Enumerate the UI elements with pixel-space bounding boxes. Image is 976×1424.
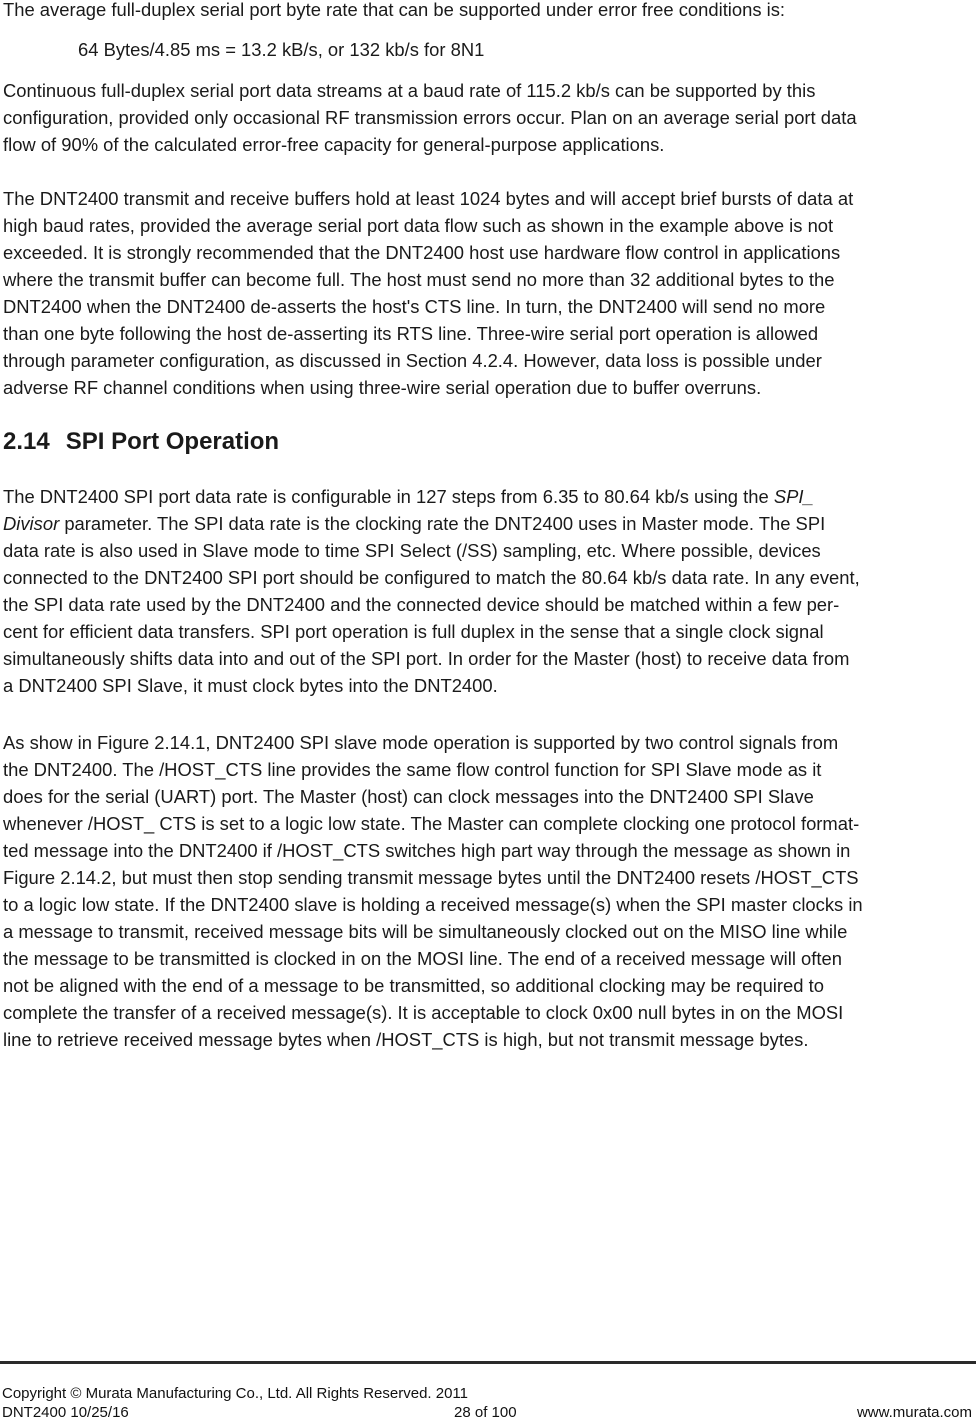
- text-line: [3, 483, 971, 510]
- rate-equation: 64 Bytes/4.85 ms = 13.2 kB/s, or 132 kb/s for 8N1: [78, 39, 485, 60]
- text-line: whenever /HOST_ CTS is set to a logic low state. The Master can complete clocking one protocol format-: [3, 813, 860, 834]
- text-line: configuration, provided only occasional RF transmission errors occur. Plan on an average serial port data: [3, 107, 857, 128]
- text-line: a message to transmit, received message bits will be simultaneously clocked out on the MISO line while: [3, 921, 848, 942]
- text-line: The DNT2400 transmit and receive buffers hold at least 1024 bytes and will accept brief bursts of data at: [3, 188, 854, 209]
- text-line: complete the transfer of a received message(s). It is acceptable to clock 0x00 null bytes in on the MOSI: [3, 1002, 844, 1023]
- text-line: high baud rates, provided the average serial port data flow such as shown in the example above is not: [3, 215, 834, 236]
- parameter-name: SPI_: [773, 486, 814, 507]
- text-line: [3, 510, 971, 537]
- section-heading: [3, 426, 279, 458]
- text-line: data rate is also used in Slave mode to time SPI Select (/SS) sampling, etc. Where possible, devices: [3, 540, 821, 561]
- text-line: does for the serial (UART) port. The Master (host) can clock messages into the DNT2400 SPI Slave: [3, 786, 814, 807]
- text-line: through parameter configuration, as discussed in Section 4.2.4. However, data loss is possible under: [3, 350, 822, 371]
- text-line: to a logic low state. If the DNT2400 slave is holding a received message(s) when the SPI master clocks in: [3, 894, 863, 915]
- footer-divider: [0, 1361, 976, 1364]
- footer-doc-id: DNT2400 10/25/16: [2, 1404, 129, 1421]
- text-line: flow of 90% of the calculated error-free capacity for general-purpose applications.: [3, 134, 665, 155]
- footer-website: www.murata.com: [856, 1404, 972, 1421]
- intro-paragraph: [3, 0, 971, 23]
- section-number: 2.14: [3, 428, 50, 455]
- paragraph-spi-rate: [3, 483, 971, 699]
- text-line: a DNT2400 SPI Slave, it must clock bytes into the DNT2400.: [3, 675, 498, 696]
- text-line: The average full-duplex serial port byte rate that can be supported under error free conditions is:: [3, 0, 786, 20]
- text-line: the message to be transmitted is clocked in on the MOSI line. The end of a received message will often: [3, 948, 842, 969]
- text-line: the SPI data rate used by the DNT2400 and the connected device should be matched within a few per-: [3, 594, 840, 615]
- text-line: Figure 2.14.2, but must then stop sending transmit message bytes until the DNT2400 resets /HOST_CTS: [3, 867, 859, 888]
- text-line: line to retrieve received message bytes when /HOST_CTS is high, but not transmit message bytes.: [3, 1029, 809, 1050]
- footer-page-number: 28 of 100: [454, 1404, 517, 1421]
- paragraph-throughput: [3, 77, 971, 158]
- parameter-name: Divisor: [3, 513, 60, 534]
- text-segment: The DNT2400 SPI port data rate is configurable in 127 steps from 6.35 to 80.64 kb/s using the: [3, 486, 774, 507]
- paragraph-spi-slave: [3, 729, 971, 1053]
- text-line: where the transmit buffer can become full. The host must send no more than 32 additional bytes to the: [3, 269, 835, 290]
- text-line: not be aligned with the end of a message to be transmitted, so additional clocking may be required to: [3, 975, 824, 996]
- text-line: DNT2400 when the DNT2400 de-asserts the host's CTS line. In turn, the DNT2400 will send no more: [3, 296, 826, 317]
- paragraph-buffers: [3, 185, 971, 401]
- text-line: As show in Figure 2.14.1, DNT2400 SPI slave mode operation is supported by two control signals from: [3, 732, 839, 753]
- text-line: adverse RF channel conditions when using three-wire serial operation due to buffer overruns.: [3, 377, 762, 398]
- text-line: exceeded. It is strongly recommended that the DNT2400 host use hardware flow control in applications: [3, 242, 841, 263]
- text-line: cent for efficient data transfers. SPI port operation is full duplex in the sense that a single clock signal: [3, 621, 824, 642]
- text-line: connected to the DNT2400 SPI port should be configured to match the 80.64 kb/s data rate. In any event,: [3, 567, 860, 588]
- section-title: SPI Port Operation: [65, 428, 280, 455]
- text-segment: parameter. The SPI data rate is the clocking rate the DNT2400 uses in Master mode. The SPI: [59, 513, 826, 534]
- text-line: than one byte following the host de-asserting its RTS line. Three-wire serial port operation is allowed: [3, 323, 819, 344]
- text-line: the DNT2400. The /HOST_CTS line provides the same flow control function for SPI Slave mode as it: [3, 759, 822, 780]
- text-line: Continuous full-duplex serial port data streams at a baud rate of 115.2 kb/s can be supported by this: [3, 80, 816, 101]
- text-line: simultaneously shifts data into and out of the SPI port. In order for the Master (host) to receive data from: [3, 648, 850, 669]
- footer-copyright: Copyright © Murata Manufacturing Co., Ltd. All Rights Reserved. 2011: [2, 1385, 469, 1402]
- text-line: ted message into the DNT2400 if /HOST_CTS switches high part way through the message as shown in: [3, 840, 851, 861]
